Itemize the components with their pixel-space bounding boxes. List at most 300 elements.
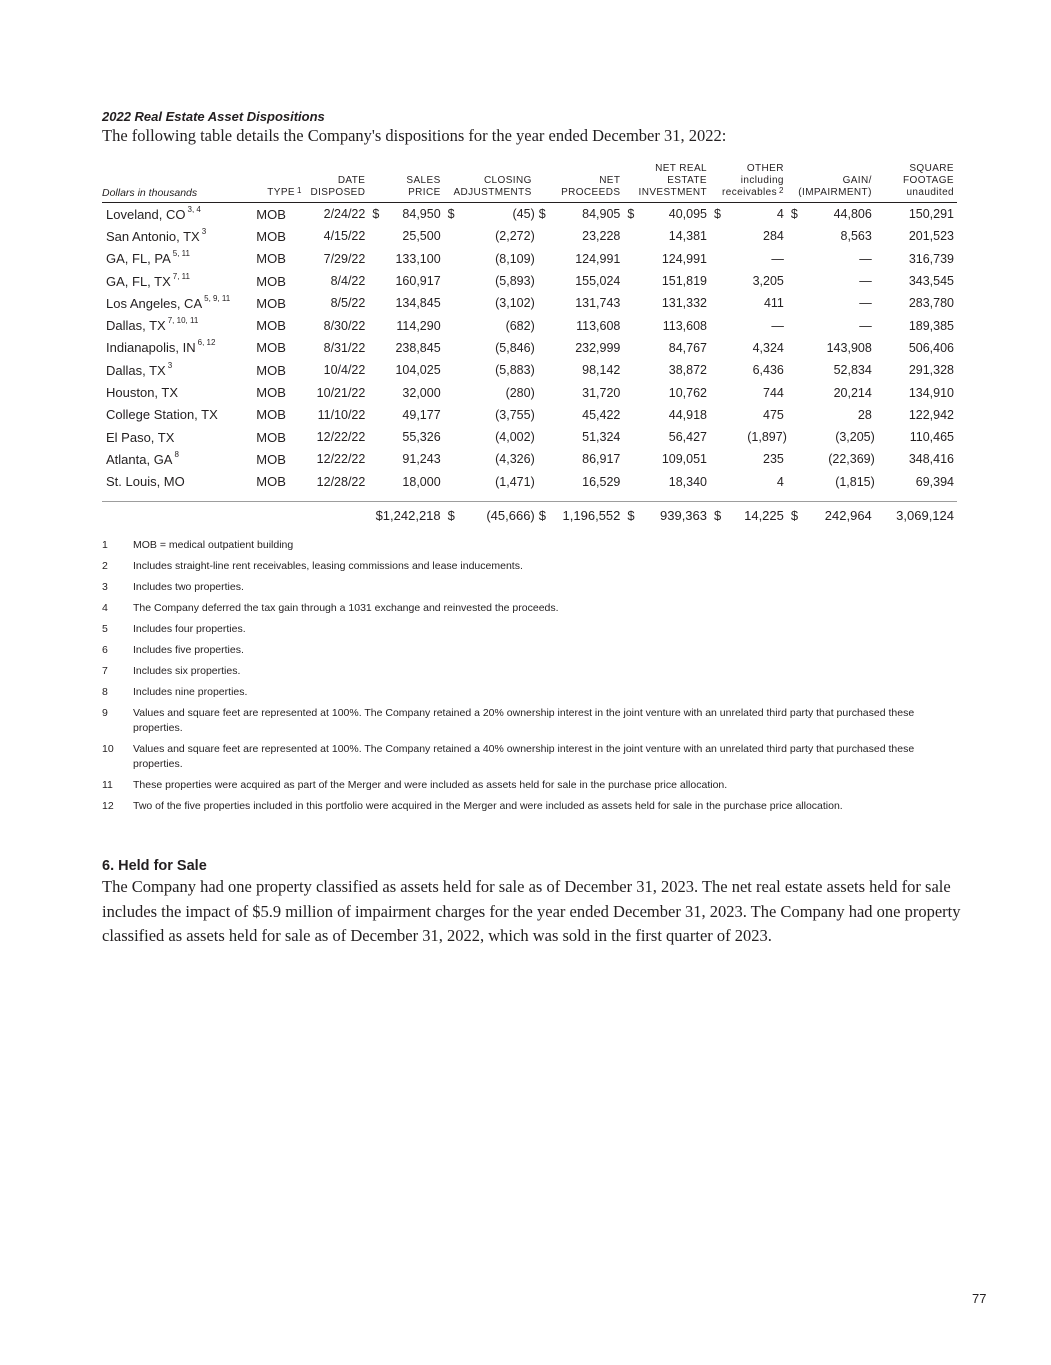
type-cell: MOB	[256, 295, 286, 311]
date-cell: 12/22/22	[316, 452, 366, 467]
currency-symbol: $	[790, 207, 798, 222]
currency-symbol	[710, 359, 724, 381]
footnote-text: Includes straight-line rent receivables, leasing commissions and lease inducements.	[133, 560, 523, 572]
gain-impairment-cell: 143,908	[826, 340, 872, 355]
footnote-text: Includes four properties.	[133, 623, 246, 635]
date-cell: 12/28/22	[316, 474, 366, 489]
gain-impairment-cell: 28	[857, 407, 872, 422]
sales-price-cell: 238,845	[395, 340, 441, 355]
currency-symbol	[444, 381, 458, 403]
closing-adjustments-cell: (5,893)	[495, 274, 535, 289]
footnote-item	[102, 580, 962, 595]
other-cell: (1,897)	[747, 430, 787, 445]
dispositions-table	[102, 163, 957, 530]
footnote-item	[102, 622, 962, 637]
net-real-estate-investment-cell: 44,918	[668, 407, 707, 422]
total-other: 14,225	[724, 501, 787, 530]
footnote-number: 6	[102, 644, 108, 656]
square-footage-cell: 283,780	[908, 296, 954, 311]
other-cell: 744	[763, 385, 784, 400]
currency-symbol	[623, 426, 637, 448]
footnote-number: 11	[102, 779, 113, 791]
date-cell: 8/30/22	[323, 318, 366, 333]
currency-symbol	[623, 225, 637, 247]
currency-symbol: $	[535, 501, 549, 530]
currency-symbol: $	[447, 207, 455, 222]
date-cell: 10/4/22	[323, 363, 366, 378]
other-cell: —	[771, 251, 784, 266]
date-cell: 12/22/22	[316, 430, 366, 445]
date-cell: 4/15/22	[323, 229, 366, 244]
footnote-item	[102, 742, 962, 772]
gain-impairment-cell: —	[859, 318, 872, 333]
date-cell: 8/5/22	[330, 296, 366, 311]
other-cell: 6,436	[752, 363, 784, 378]
closing-adjustments-cell: (4,326)	[495, 452, 535, 467]
type-cell: MOB	[256, 228, 286, 244]
date-cell: 2/24/22	[323, 207, 366, 222]
footnote-text: MOB = medical outpatient building	[133, 539, 294, 551]
type-cell: MOB	[256, 429, 286, 445]
currency-symbol	[368, 448, 382, 470]
location-cell	[102, 270, 252, 292]
location-name: San Antonio, TX	[106, 228, 200, 244]
currency-symbol	[623, 404, 637, 426]
currency-symbol	[444, 292, 458, 314]
net-proceeds-cell: 51,324	[582, 430, 621, 445]
intro-text: The following table details the Company's dispositions for the year ended December 31, 2022:	[102, 126, 727, 145]
sales-price-cell: 134,845	[395, 296, 441, 311]
sales-price-cell: 84,950	[402, 207, 441, 222]
total-sales-price: $1,242,218	[368, 501, 443, 530]
currency-symbol	[787, 381, 801, 403]
currency-symbol	[368, 314, 382, 336]
currency-symbol	[368, 292, 382, 314]
header-net-real-estate-investment: NET REAL ESTATE INVESTMENT	[623, 163, 710, 203]
footnote-number: 12	[102, 800, 114, 812]
currency-symbol	[444, 337, 458, 359]
footnote-text: Includes five properties.	[133, 644, 244, 656]
net-real-estate-investment-cell: 10,762	[668, 385, 707, 400]
other-cell: 235	[763, 452, 784, 467]
footnote-item	[102, 643, 962, 658]
net-real-estate-investment-cell: 151,819	[661, 274, 707, 289]
table-row	[102, 404, 957, 426]
currency-symbol	[787, 337, 801, 359]
currency-symbol	[623, 471, 637, 493]
total-square-footage: 3,069,124	[875, 501, 957, 530]
net-proceeds-cell: 113,608	[576, 318, 621, 333]
location-cell	[102, 448, 252, 470]
closing-adjustments-cell: (682)	[505, 318, 535, 333]
currency-symbol	[444, 359, 458, 381]
type-cell: MOB	[256, 385, 286, 401]
footnote-ref: 6, 12	[197, 338, 216, 348]
footnote-item	[102, 799, 962, 814]
footnote-ref: 7, 10, 11	[167, 316, 199, 326]
square-footage-cell: 189,385	[908, 318, 954, 333]
location-name: Indianapolis, IN	[106, 340, 196, 356]
table-header-row	[102, 163, 957, 203]
location-name: GA, FL, PA	[106, 251, 171, 267]
currency-symbol	[444, 426, 458, 448]
total-row	[102, 501, 957, 530]
location-cell	[102, 471, 252, 493]
footnote-number: 9	[102, 707, 108, 719]
net-proceeds-cell: 23,228	[582, 229, 621, 244]
gain-impairment-cell: —	[859, 296, 872, 311]
location-name: St. Louis, MO	[106, 474, 185, 490]
table-row	[102, 448, 957, 470]
section-body: The Company had one property classified as assets held for sale as of December 31, 2023. The net real estate assets held for sale includes the impact of $5.9 million of impairment charges for the year ended December 31, 2023. The Company had one property classified as assets held for sale as of December 31, 2022, which was sold in the first quarter of 2023.	[102, 877, 961, 945]
location-name: Houston, TX	[106, 385, 179, 401]
sales-price-cell: 104,025	[395, 363, 441, 378]
currency-symbol	[444, 404, 458, 426]
closing-adjustments-cell: (1,471)	[495, 474, 535, 489]
footnotes	[102, 538, 962, 820]
currency-symbol	[535, 270, 549, 292]
currency-symbol	[444, 270, 458, 292]
gain-impairment-cell: (22,369)	[828, 452, 875, 467]
net-proceeds-cell: 16,529	[582, 474, 621, 489]
table-row	[102, 337, 957, 359]
net-real-estate-investment-cell: 38,872	[668, 363, 707, 378]
closing-adjustments-cell: (8,109)	[495, 251, 535, 266]
net-real-estate-investment-cell: 14,381	[668, 229, 707, 244]
location-name: Los Angeles, CA	[106, 295, 203, 311]
closing-adjustments-cell: (4,002)	[495, 430, 535, 445]
square-footage-cell: 291,328	[908, 363, 954, 378]
location-name: El Paso, TX	[106, 429, 175, 445]
currency-symbol	[787, 314, 801, 336]
gain-impairment-cell: (3,205)	[835, 430, 875, 445]
table-row	[102, 426, 957, 448]
type-cell: MOB	[256, 474, 286, 490]
currency-symbol	[623, 448, 637, 470]
currency-symbol	[623, 314, 637, 336]
closing-adjustments-cell: (5,846)	[495, 340, 535, 355]
footnote-text: Values and square feet are represented at 100%. The Company retained a 40% ownership interest in the joint venture with an unrelated third party that purchased these properties.	[133, 743, 915, 770]
location-cell	[102, 203, 252, 226]
currency-symbol	[710, 225, 724, 247]
footnote-number: 5	[102, 623, 108, 635]
section-subheading: 2022 Real Estate Asset Dispositions	[102, 109, 325, 124]
location-name: Atlanta, GA	[106, 451, 173, 467]
gain-impairment-cell: —	[859, 274, 872, 289]
net-proceeds-cell: 86,917	[582, 452, 621, 467]
net-proceeds-cell: 84,905	[582, 207, 621, 222]
type-cell: MOB	[256, 318, 286, 334]
other-cell: 4	[776, 207, 784, 222]
sales-price-cell: 18,000	[402, 474, 441, 489]
currency-symbol	[623, 292, 637, 314]
currency-symbol	[623, 248, 637, 270]
gain-impairment-cell: 8,563	[840, 229, 872, 244]
currency-symbol	[710, 381, 724, 403]
footnote-item	[102, 601, 962, 616]
currency-symbol	[787, 426, 801, 448]
location-name: Dallas, TX	[106, 362, 166, 378]
footnote-number: 10	[102, 743, 114, 755]
currency-symbol	[623, 270, 637, 292]
location-cell	[102, 225, 252, 247]
net-real-estate-investment-cell: 40,095	[668, 207, 707, 222]
currency-symbol	[710, 337, 724, 359]
footnote-ref: 5, 9, 11	[204, 293, 231, 303]
table-row	[102, 381, 957, 403]
currency-symbol	[535, 248, 549, 270]
footnote-number: 8	[102, 686, 108, 698]
location-cell	[102, 337, 252, 359]
currency-symbol: $	[372, 207, 380, 222]
sales-price-cell: 25,500	[402, 229, 441, 244]
net-real-estate-investment-cell: 131,332	[661, 296, 707, 311]
currency-symbol: $	[787, 501, 801, 530]
location-cell	[102, 292, 252, 314]
currency-symbol	[368, 381, 382, 403]
square-footage-cell: 343,545	[908, 274, 954, 289]
other-cell: 4	[776, 474, 784, 489]
currency-symbol	[787, 471, 801, 493]
currency-symbol	[368, 426, 382, 448]
header-net-proceeds: NET PROCEEDS	[535, 163, 624, 203]
header-gain-impairment: GAIN/ (IMPAIRMENT)	[787, 163, 875, 203]
table-row	[102, 225, 957, 247]
closing-adjustments-cell: (3,102)	[495, 296, 535, 311]
sales-price-cell: 49,177	[402, 407, 441, 422]
currency-symbol	[535, 225, 549, 247]
location-cell	[102, 314, 252, 336]
other-cell: —	[771, 318, 784, 333]
currency-symbol	[623, 381, 637, 403]
closing-adjustments-cell: (3,755)	[495, 407, 535, 422]
footnote-text: Includes nine properties.	[133, 686, 248, 698]
net-proceeds-cell: 98,142	[582, 363, 621, 378]
currency-symbol	[535, 292, 549, 314]
currency-symbol: $	[714, 207, 721, 222]
spacer-row	[102, 493, 957, 502]
header-square-footage: SQUARE FOOTAGE unaudited	[875, 163, 957, 203]
currency-symbol: $	[623, 501, 637, 530]
footnote-item	[102, 538, 962, 553]
footnote-ref: 7, 11	[172, 271, 190, 281]
footnote-number: 1	[102, 539, 108, 551]
section-title: 6. Held for Sale	[102, 858, 207, 874]
table-row	[102, 248, 957, 270]
footnote-ref: 8	[174, 449, 179, 459]
currency-symbol	[368, 359, 382, 381]
footnote-number: 4	[102, 602, 108, 614]
currency-symbol: $	[444, 501, 458, 530]
total-gain-impairment: 242,964	[801, 501, 875, 530]
date-cell: 7/29/22	[323, 251, 366, 266]
location-cell	[102, 404, 252, 426]
currency-symbol	[368, 248, 382, 270]
currency-symbol	[710, 404, 724, 426]
currency-symbol: $	[627, 207, 635, 222]
location-name: GA, FL, TX	[106, 273, 171, 289]
footnote-item	[102, 559, 962, 574]
location-cell	[102, 248, 252, 270]
footnote-number: 3	[102, 581, 108, 593]
currency-symbol	[444, 248, 458, 270]
table-row	[102, 270, 957, 292]
currency-symbol	[535, 381, 549, 403]
net-real-estate-investment-cell: 113,608	[662, 318, 707, 333]
net-proceeds-cell: 45,422	[582, 407, 621, 422]
location-name: Dallas, TX	[106, 318, 166, 334]
footnote-text: The Company deferred the tax gain through a 1031 exchange and reinvested the proceeds.	[133, 602, 559, 614]
closing-adjustments-cell: (45)	[512, 207, 535, 222]
page-number: 77	[972, 1291, 987, 1306]
net-real-estate-investment-cell: 18,340	[668, 474, 707, 489]
header-other: OTHER including receivables $^2$	[710, 163, 787, 203]
total-blank	[102, 501, 368, 530]
currency-symbol	[787, 404, 801, 426]
other-cell: 284	[763, 229, 784, 244]
header-sales-price: SALES PRICE	[368, 163, 443, 203]
footnote-item	[102, 706, 962, 736]
sales-price-cell: 133,100	[395, 251, 441, 266]
location-name: Loveland, CO	[106, 206, 186, 222]
square-footage-cell: 134,910	[908, 385, 954, 400]
currency-symbol	[535, 471, 549, 493]
other-cell: 411	[763, 296, 784, 311]
footnote-ref: 3	[201, 226, 207, 236]
square-footage-cell: 110,465	[909, 430, 954, 445]
currency-symbol	[444, 448, 458, 470]
currency-symbol	[535, 337, 549, 359]
total-closing-adjustments: (45,666)	[458, 501, 535, 530]
gain-impairment-cell: (1,815)	[835, 474, 875, 489]
footnote-text: Includes six properties.	[133, 665, 241, 677]
header-type: TYPE $^1$	[252, 163, 305, 203]
date-cell: 11/10/22	[317, 407, 366, 422]
currency-symbol	[787, 225, 801, 247]
type-cell: MOB	[256, 206, 286, 222]
gain-impairment-cell: 52,834	[833, 363, 872, 378]
currency-symbol	[444, 314, 458, 336]
footnote-text: Two of the five properties included in this portfolio were acquired in the Merger and were included as assets held for sale in the purchase price allocation.	[133, 800, 843, 812]
footnote-item	[102, 664, 962, 679]
footnote-ref: 3	[167, 360, 173, 370]
square-footage-cell: 122,942	[908, 407, 954, 422]
table-row	[102, 292, 957, 314]
currency-symbol: $	[710, 501, 724, 530]
currency-symbol	[368, 337, 382, 359]
type-cell: MOB	[256, 451, 286, 467]
currency-symbol	[444, 225, 458, 247]
net-proceeds-cell: 124,991	[575, 251, 621, 266]
currency-symbol	[535, 404, 549, 426]
currency-symbol	[710, 448, 724, 470]
table-row	[102, 471, 957, 493]
type-cell: MOB	[256, 251, 286, 267]
sales-price-cell: 160,917	[395, 274, 441, 289]
footnote-text: Values and square feet are represented at 100%. The Company retained a 20% ownership interest in the joint venture with an unrelated third party that purchased these properties.	[133, 707, 915, 734]
net-proceeds-cell: 131,743	[575, 296, 621, 311]
location-cell	[102, 359, 252, 381]
date-cell: 10/21/22	[316, 385, 366, 400]
currency-symbol	[535, 314, 549, 336]
net-proceeds-cell: 155,024	[575, 274, 621, 289]
footnote-item	[102, 778, 962, 793]
currency-symbol	[710, 292, 724, 314]
sales-price-cell: 32,000	[402, 385, 441, 400]
gain-impairment-cell: 20,214	[833, 385, 872, 400]
header-date-disposed: DATE DISPOSED	[305, 163, 368, 203]
gain-impairment-cell: —	[859, 251, 872, 266]
footnote-number: 2	[102, 560, 108, 572]
location-cell	[102, 426, 252, 448]
square-footage-cell: 348,416	[908, 452, 954, 467]
square-footage-cell: 316,739	[908, 251, 954, 266]
location-cell	[102, 381, 252, 403]
currency-symbol	[623, 359, 637, 381]
type-cell: MOB	[256, 362, 286, 378]
currency-symbol	[787, 270, 801, 292]
closing-adjustments-cell: (5,883)	[495, 363, 535, 378]
closing-adjustments-cell: (2,272)	[495, 229, 535, 244]
net-real-estate-investment-cell: 124,991	[661, 251, 707, 266]
gain-impairment-cell: 44,806	[833, 207, 872, 222]
net-real-estate-investment-cell: 109,051	[661, 452, 707, 467]
table-row	[102, 203, 957, 226]
net-real-estate-investment-cell: 84,767	[668, 340, 707, 355]
currency-symbol	[710, 314, 724, 336]
currency-symbol	[710, 270, 724, 292]
header-closing-adjustments: CLOSING ADJUSTMENTS	[444, 163, 535, 203]
square-footage-cell: 201,523	[908, 229, 954, 244]
sales-price-cell: 55,326	[402, 430, 441, 445]
currency-symbol	[368, 270, 382, 292]
table-row	[102, 314, 957, 336]
footnote-ref: 5, 11	[172, 249, 190, 259]
currency-symbol	[368, 471, 382, 493]
type-cell: MOB	[256, 273, 286, 289]
net-proceeds-cell: 232,999	[575, 340, 621, 355]
location-name: College Station, TX	[106, 407, 218, 423]
currency-symbol	[710, 248, 724, 270]
currency-symbol	[787, 292, 801, 314]
header-location: Dollars in thousands	[102, 163, 252, 203]
currency-symbol	[710, 471, 724, 493]
currency-symbol	[535, 448, 549, 470]
currency-symbol	[710, 426, 724, 448]
table-row	[102, 359, 957, 381]
currency-symbol: $	[538, 207, 546, 222]
other-cell: 4,324	[752, 340, 784, 355]
currency-symbol	[535, 359, 549, 381]
other-cell: 3,205	[752, 274, 784, 289]
total-net-proceeds: 1,196,552	[549, 501, 624, 530]
currency-symbol	[787, 359, 801, 381]
total-net-real-estate-investment: 939,363	[637, 501, 710, 530]
currency-symbol	[787, 248, 801, 270]
currency-symbol	[444, 471, 458, 493]
sales-price-cell: 91,243	[402, 452, 441, 467]
currency-symbol	[368, 404, 382, 426]
net-real-estate-investment-cell: 56,427	[668, 430, 707, 445]
square-footage-cell: 150,291	[908, 207, 954, 222]
footnote-text: Includes two properties.	[133, 581, 244, 593]
type-cell: MOB	[256, 407, 286, 423]
square-footage-cell: 506,406	[908, 340, 954, 355]
table-body	[102, 203, 957, 530]
other-cell: 475	[763, 407, 784, 422]
footnote-number: 7	[102, 665, 108, 677]
currency-symbol	[787, 448, 801, 470]
